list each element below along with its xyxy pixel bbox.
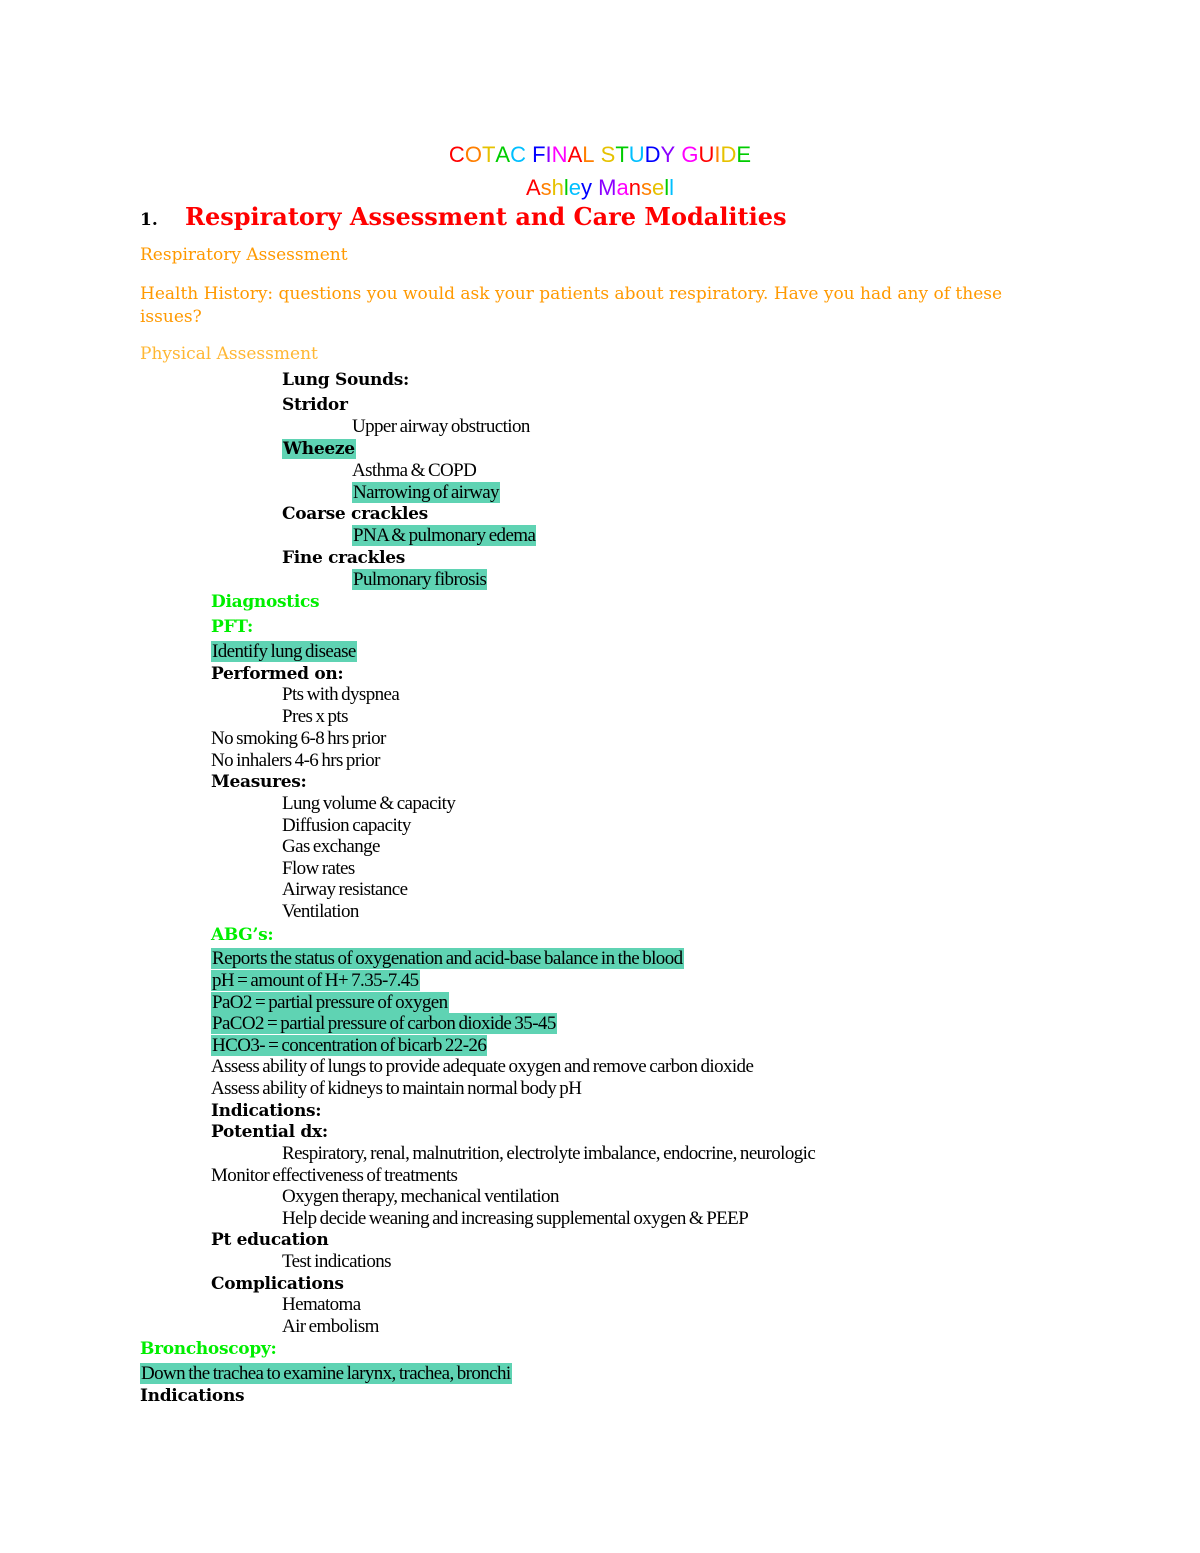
bronchoscopy-heading: Bronchoscopy: (140, 1339, 277, 1359)
stridor-label: Stridor (282, 395, 348, 415)
wheeze-desc-2: Narrowing of airway (353, 482, 499, 503)
measure-item: Airway resistance (282, 879, 408, 900)
title-letter: l (563, 175, 569, 200)
title-letter: s (641, 175, 652, 200)
title-letter: L (582, 142, 595, 167)
title-letter: n (628, 175, 641, 200)
potential-dx-item: Respiratory, renal, malnutrition, electrolyte imbalance, endocrine, neurologic (282, 1143, 816, 1164)
title-letter: U (628, 142, 645, 167)
wheeze-desc-1: Asthma & COPD (352, 460, 477, 481)
pt-education-item: Test indications (282, 1251, 391, 1272)
measure-item: Lung volume & capacity (282, 793, 456, 814)
title-letter: I (545, 142, 552, 167)
abg-line: Assess ability of kidneys to maintain normal body pH (211, 1078, 582, 1099)
performed-on-label: Performed on: (211, 664, 344, 684)
lung-sounds-heading: Lung Sounds: (282, 370, 409, 390)
title-letter: A (525, 175, 541, 200)
abg-line: pH = amount of H+ 7.35-7.45 (212, 970, 419, 991)
complication-item: Air embolism (282, 1316, 379, 1337)
abg-line: Assess ability of lungs to provide adequate oxygen and remove carbon dioxide (211, 1056, 754, 1077)
coarse-crackles-label: Coarse crackles (282, 504, 428, 524)
monitor-item: Help decide weaning and increasing supplemental oxygen & PEEP (282, 1208, 749, 1229)
title-letter: U (698, 142, 715, 167)
section-title: Respiratory Assessment and Care Modalities (185, 202, 787, 231)
title-letter: C (510, 142, 526, 167)
measure-item: Gas exchange (282, 836, 380, 857)
health-history-line-cont: issues? (140, 307, 202, 327)
health-history-line: Health History: questions you would ask your patients about respiratory. Have you had any of these (140, 284, 1003, 304)
performed-item-2: Pres x pts (282, 706, 348, 727)
pft-heading: PFT: (211, 617, 253, 637)
title-letter: O (464, 142, 482, 167)
doc-author (0, 175, 1200, 201)
title-letter: E (736, 142, 752, 167)
fine-crackles-label: Fine crackles (282, 548, 406, 568)
subheading-physical-assessment: Physical Assessment (140, 344, 318, 364)
title-letter: A (495, 142, 511, 167)
doc-title (0, 142, 1200, 168)
title-letter: D (720, 142, 737, 167)
abg-line: PaCO2 = partial pressure of carbon dioxide 35-45 (212, 1013, 556, 1034)
fine-crackles-desc: Pulmonary fibrosis (353, 569, 487, 590)
indications-label: Indications: (211, 1101, 322, 1121)
title-letter: G (681, 142, 699, 167)
bronchoscopy-indications-label: Indications (140, 1386, 245, 1406)
title-letter: l (669, 175, 675, 200)
title-letter: e (652, 175, 665, 200)
no-smoking-line: No smoking 6-8 hrs prior (211, 728, 386, 749)
title-letter: T (481, 142, 496, 167)
title-letter: y (581, 175, 593, 200)
diagnostics-heading: Diagnostics (211, 592, 320, 612)
section-number: 1. (140, 210, 158, 230)
title-letter: N (551, 142, 568, 167)
monitor-line: Monitor effectiveness of treatments (211, 1165, 458, 1186)
measure-item: Diffusion capacity (282, 815, 411, 836)
abg-heading: ABG’s: (211, 925, 274, 945)
complication-item: Hematoma (282, 1294, 361, 1315)
stridor-desc: Upper airway obstruction (352, 416, 530, 437)
title-letter: Y (660, 142, 676, 167)
potential-dx-label: Potential dx: (211, 1122, 328, 1142)
title-letter: S (600, 142, 616, 167)
measure-item: Flow rates (282, 858, 355, 879)
title-letter: C (448, 142, 465, 167)
measure-item: Ventilation (282, 901, 359, 922)
title-letter: l (664, 175, 670, 200)
title-letter: a (616, 175, 629, 200)
wheeze-label: Wheeze (283, 439, 355, 459)
title-letter: h (551, 175, 564, 200)
monitor-item: Oxygen therapy, mechanical ventilation (282, 1186, 559, 1207)
title-letter: D (644, 142, 661, 167)
title-letter: F (532, 142, 546, 167)
no-inhalers-line: No inhalers 4-6 hrs prior (211, 750, 380, 771)
title-letter: I (714, 142, 721, 167)
pt-education-label: Pt education (211, 1230, 329, 1250)
pft-purpose: Identify lung disease (212, 641, 356, 662)
title-letter: e (568, 175, 582, 200)
measures-label: Measures: (211, 772, 307, 792)
complications-label: Complications (211, 1274, 344, 1294)
abg-line: HCO3- = concentration of bicarb 22-26 (212, 1035, 487, 1056)
abg-line: PaO2 = partial pressure of oxygen (212, 992, 448, 1013)
title-letter: s (540, 175, 552, 200)
title-letter: T (615, 142, 629, 167)
bronchoscopy-desc: Down the trachea to examine larynx, trachea, bronchi (141, 1363, 511, 1384)
performed-item-1: Pts with dyspnea (282, 684, 400, 705)
title-letter: A (567, 142, 583, 167)
coarse-crackles-desc: PNA & pulmonary edema (353, 525, 536, 546)
subheading-respiratory-assessment: Respiratory Assessment (140, 245, 348, 265)
section-heading (140, 202, 787, 231)
abg-line: Reports the status of oxygenation and acid-base balance in the blood (212, 948, 683, 969)
title-letter: M (598, 175, 617, 200)
